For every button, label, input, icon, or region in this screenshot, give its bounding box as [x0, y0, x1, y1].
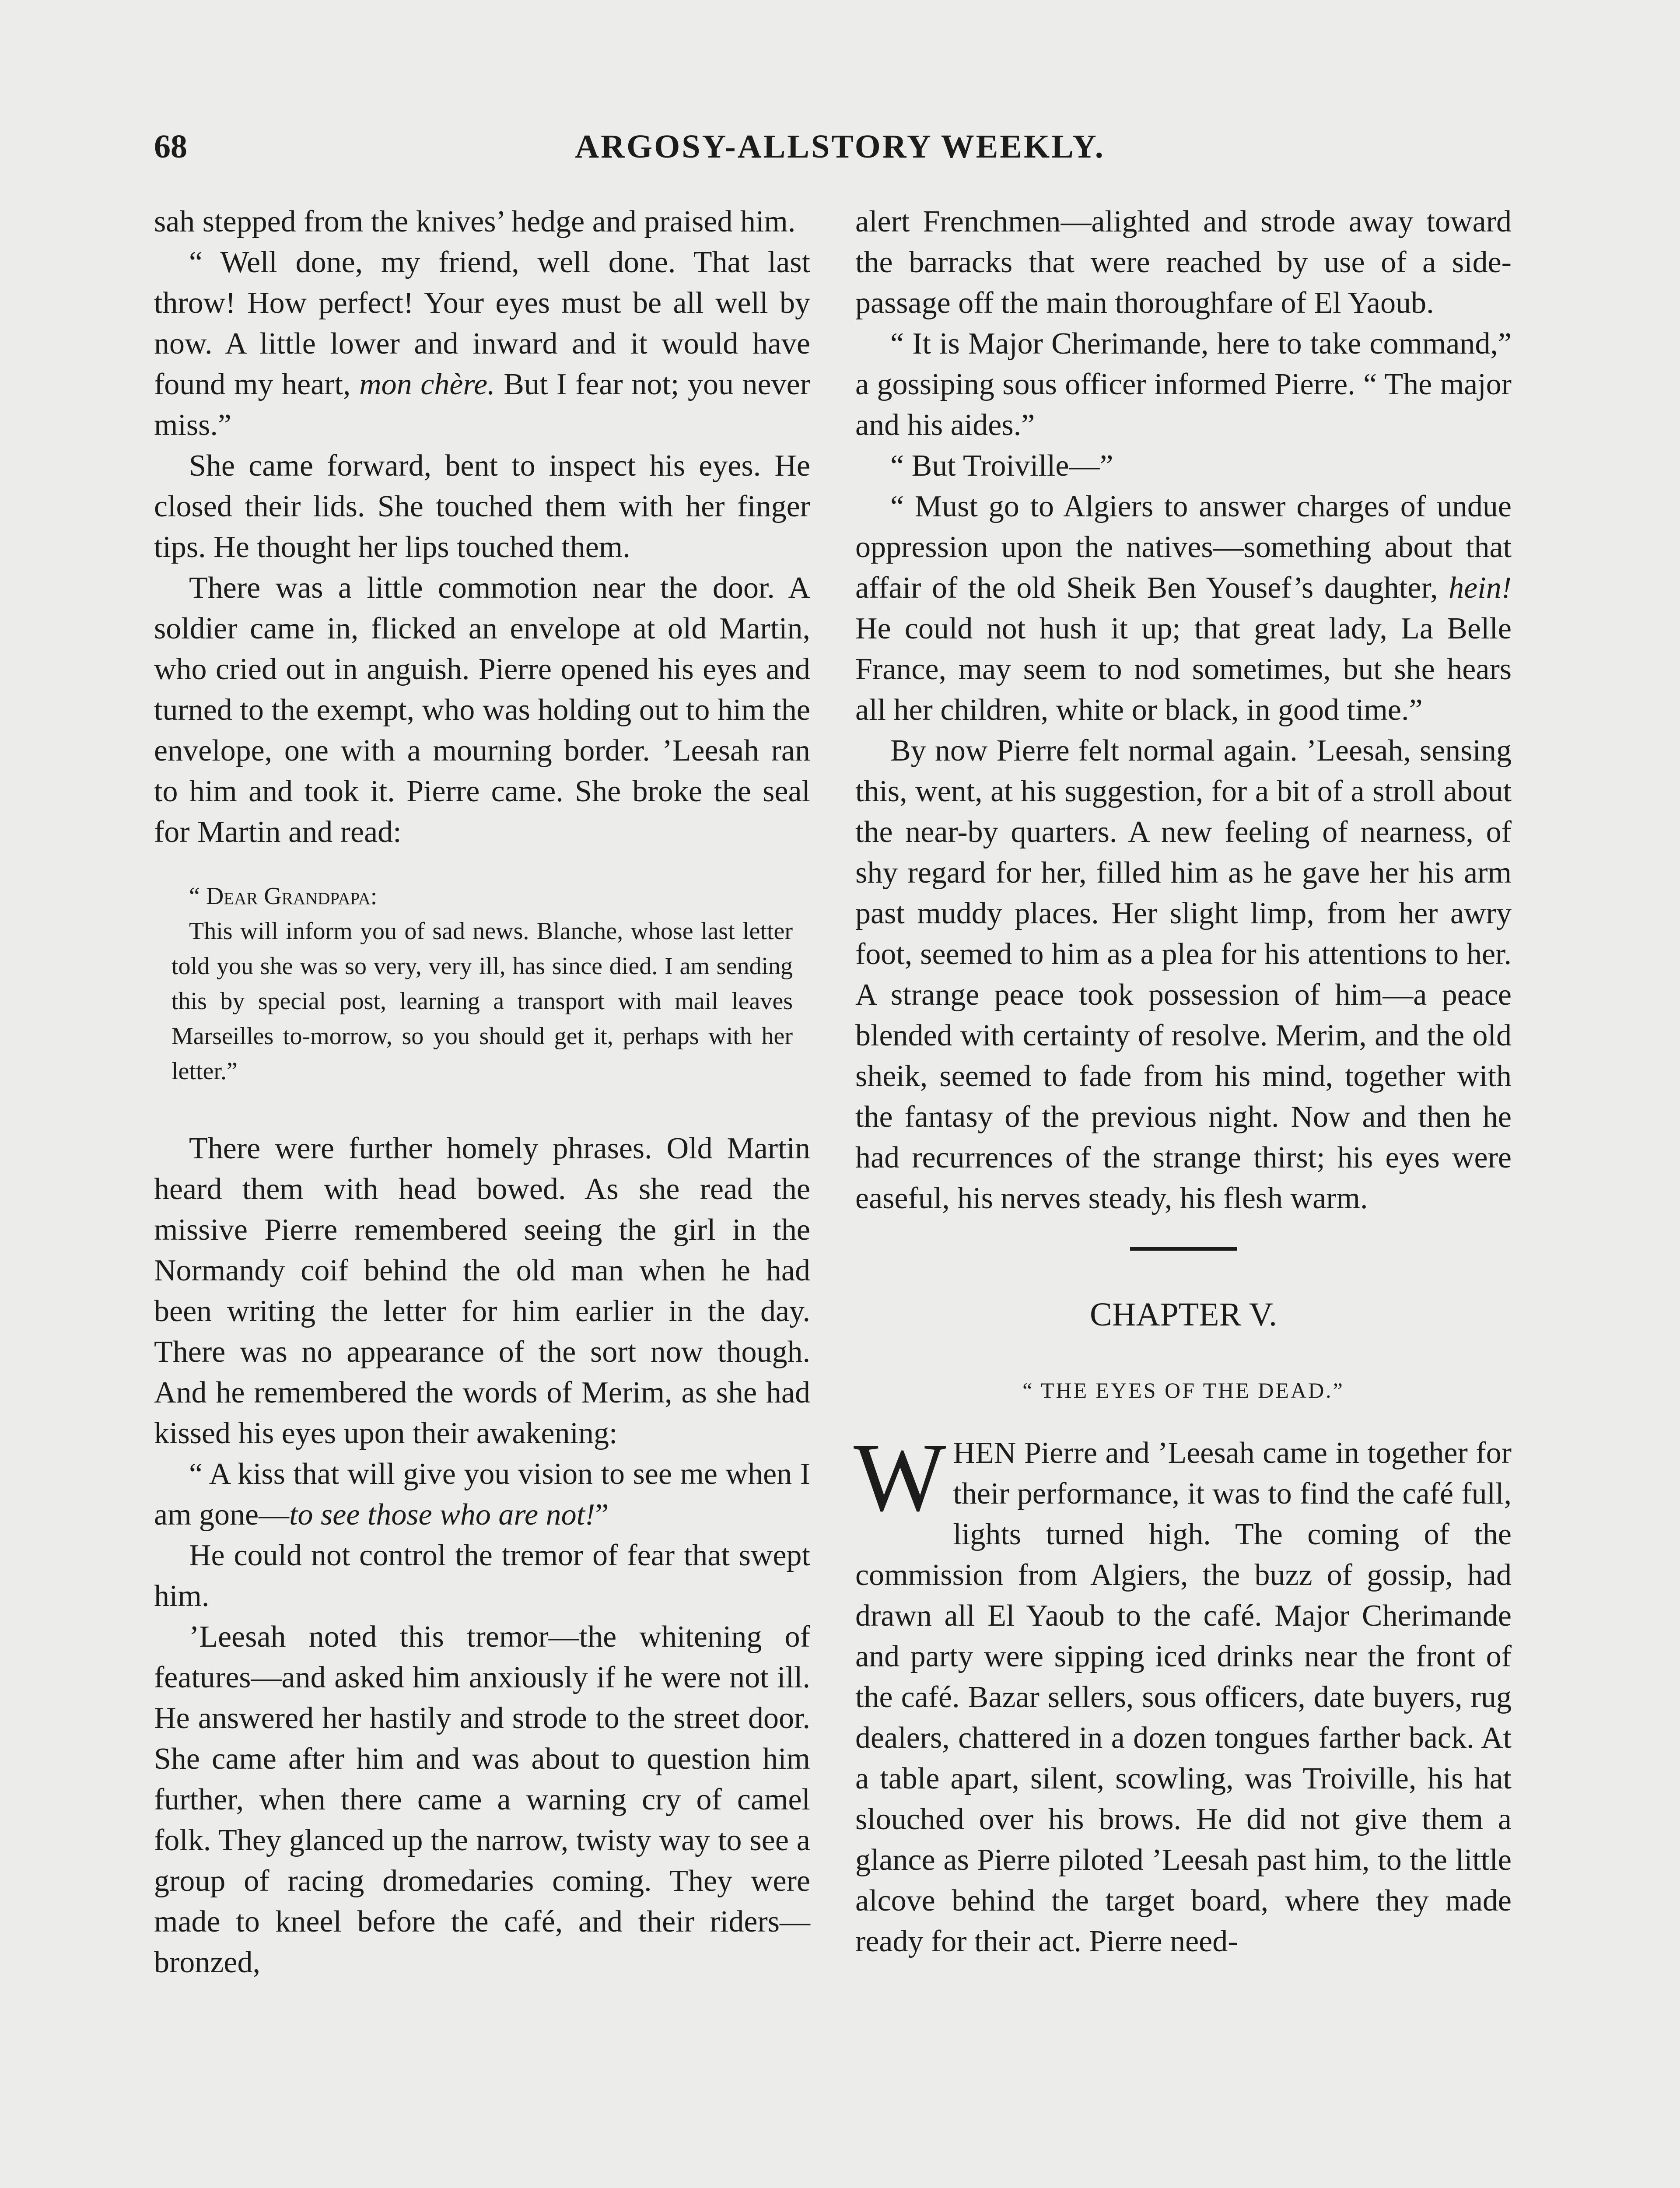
- letter-salutation: “ Dear Grandpapa:: [189, 883, 378, 910]
- page-number: 68: [154, 128, 187, 165]
- paragraph: “ But Troiville—”: [890, 449, 1113, 483]
- paragraph: By now Pierre felt normal again. ’Leesah, sensing this, went, at his suggestion, for a bit of a stroll about the near-by quarters. A new feeling of nearness, of shy regard for her, filled him as he gave her his arm past muddy places. Her slight limp, from her awry foot, seemed to him as a plea for his attentions to her. A strange peace took possession of him—a peace blended with certainty of resolve. Merim, and the old sheik, seemed to fade from his mind, together with the fantasy of the previous night. Now and then he had recurrences of the strange thirst; his eyes were easeful, his nerves steady, his flesh warm.: [855, 734, 1512, 1215]
- paragraph-text: HEN Pierre and ’Leesah came in together for their performance, it was to find the café full, lights turned high. The coming of the commission from Algiers, the buzz of gossip, had drawn all El Yaoub to the café. Major Cherimande and party were sipping iced drinks near the front of the café. Bazar sellers, sous officers, date buyers, rug dealers, chattered in a dozen tongues farther back. At a table apart, silent, scowling, was Troiville, his hat slouched over his brows. He did not give them a glance as Pierre piloted ’Leesah past him, to the little alcove behind the target board, where they made ready for their act. Pierre need-: [855, 1436, 1512, 1958]
- section-divider: [1130, 1247, 1237, 1251]
- paragraph: There was a little commotion near the door. A soldier came in, flicked an envelope at old Martin, who cried out in anguish. Pierre opened his eyes and turned to the exempt, who was holding out to him the envelope, one with a mourning border. ’Leesah ran to him and took it. Pierre came. She broke the seal for Martin and read:: [154, 571, 810, 849]
- paragraph: [154, 1454, 810, 1535]
- paragraph: alert Frenchmen—alighted and strode away toward the barracks that were reached by use of a side-passage off the main thoroughfare of El Yaoub.: [855, 205, 1512, 320]
- quoted-letter: [154, 879, 810, 1089]
- paragraph-text: But I fear not; you never miss.”: [154, 368, 811, 442]
- page-header: [0, 128, 1680, 176]
- paragraph-text: “ A kiss that will give you vision to see me when I am gone—: [154, 1457, 810, 1532]
- right-column: [855, 201, 1512, 1962]
- chapter-title: CHAPTER V.: [1090, 1296, 1277, 1333]
- italic-text: hein!: [1449, 571, 1512, 605]
- paragraph: [154, 242, 810, 445]
- paragraph: [854, 1423, 1512, 1962]
- paragraph: [855, 486, 1512, 730]
- paragraph: She came forward, bent to inspect his eyes. He closed their lids. She touched them with her finger tips. He thought her lips touched them.: [154, 449, 810, 564]
- running-head: ARGOSY-ALLSTORY WEEKLY.: [575, 128, 1105, 165]
- paragraph: There were further homely phrases. Old Martin heard them with head bowed. As she read the missive Pierre remembered seeing the girl in the Normandy coif behind the old man when he had been writing the letter for him earlier in the day. There was no appearance of the sort now though. And he remembered the words of Merim, as she had kissed his eyes upon their awakening:: [154, 1132, 810, 1450]
- italic-text: mon chère.: [359, 368, 495, 401]
- paragraph-text: ”: [595, 1498, 609, 1532]
- paragraph: He could not control the tremor of fear that swept him.: [154, 1539, 810, 1613]
- letter-body: This will inform you of sad news. Blanche, whose last letter told you she was so very, very ill, has since died. I am sending this by special post, learning a transport with mail leaves Marseilles to-morrow, so you should get it, perhaps with her letter.”: [172, 918, 793, 1085]
- paragraph-text: “ Must go to Algiers to answer charges of undue oppression upon the natives—something about that affair of the old Sheik Ben Yousef’s daughter,: [855, 490, 1512, 605]
- paragraph-text: He could not hush it up; that great lady, La Belle France, may seem to nod sometimes, but she hears all her children, white or black, in good time.”: [855, 612, 1512, 727]
- paragraph: ’Leesah noted this tremor—the whitening of features—and asked him anxiously if he were not ill. He answered her hastily and strode to the street door. She came after him and was about to question him further, when there came a warning cry of camel folk. They glanced up the narrow, twisty way to see a group of racing dromedaries coming. They were made to kneel before the café, and their riders—bronzed,: [154, 1620, 810, 1979]
- paragraph: “ It is Major Cherimande, here to take command,” a gossiping sous officer informed Pierre. “ The major and his aides.”: [855, 327, 1512, 442]
- drop-cap: W: [854, 1423, 946, 1532]
- paragraph: sah stepped from the knives’ hedge and praised him.: [154, 205, 796, 238]
- italic-text: to see those who are not!: [289, 1498, 595, 1532]
- chapter-subtitle: “ THE EYES OF THE DEAD.”: [1022, 1378, 1344, 1403]
- left-column: [154, 201, 810, 1983]
- paragraph-text: “ Well done, my friend, well done. That last throw! How perfect! Your eyes must be all well by now. A little lower and inward and it would have found my heart,: [154, 245, 810, 401]
